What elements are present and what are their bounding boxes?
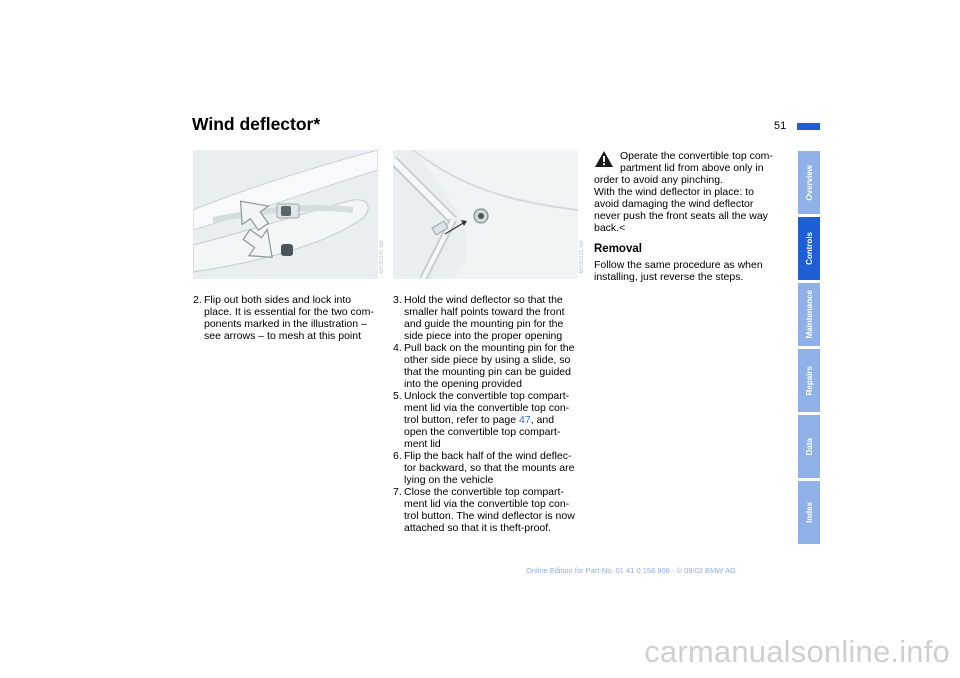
column-1-text <box>193 294 383 342</box>
step-number: 6. <box>393 450 402 462</box>
text-line: Operate the convertible top com- <box>620 150 773 162</box>
text-line: open the convertible top compart- <box>404 426 561 438</box>
footer-text: Online Edition for Part-No. 01 41 0 156 806 - © 09/02 BMW AG <box>526 566 736 575</box>
step-item <box>393 486 588 534</box>
page-number: 51 <box>774 120 787 132</box>
text-line: lying on the vehicle <box>404 474 494 486</box>
tab-index[interactable] <box>798 481 820 544</box>
step-number: 5. <box>393 390 402 402</box>
text-fragment: , and <box>530 414 555 426</box>
warning-text <box>594 150 784 234</box>
tab-controls[interactable] <box>798 217 820 280</box>
step-body <box>404 390 588 450</box>
tab-repairs[interactable] <box>798 349 820 412</box>
step-body <box>404 342 588 390</box>
step-item <box>393 390 588 450</box>
text-line: partment lid from above only in <box>620 162 764 174</box>
text-line: installing, just reverse the steps. <box>594 271 744 283</box>
text-line: With the wind deflector in place: to <box>594 186 754 198</box>
text-line: tor backward, so that the mounts are <box>404 462 575 474</box>
text-line: never push the front seats all the way <box>594 210 768 222</box>
text-line: and guide the mounting pin for the <box>404 318 564 330</box>
text-line: side piece into the proper opening <box>404 330 563 342</box>
tab-label: Controls <box>804 232 814 265</box>
text-line: attached so that it is theft-proof. <box>404 522 552 534</box>
tab-label: Maintenance <box>804 290 814 339</box>
column-2-text <box>393 294 588 534</box>
text-line: Flip out both sides and lock into <box>204 294 352 306</box>
removal-text <box>594 259 784 283</box>
text-line: ponents marked in the illustration – <box>204 318 367 330</box>
tab-maintenance[interactable] <box>798 283 820 346</box>
tab-label: Index <box>804 502 814 523</box>
text-fragment: trol button, refer to page <box>404 414 519 426</box>
text-line: order to avoid any pinching. <box>594 174 723 186</box>
step-body <box>404 294 588 342</box>
step-item <box>393 342 588 390</box>
step-body <box>204 294 383 342</box>
watermark: carmanualsonline.info <box>644 634 950 669</box>
step-item <box>393 450 588 486</box>
text-line: ment lid <box>404 438 441 450</box>
text-line: Follow the same procedure as when <box>594 259 763 271</box>
text-line: see arrows – to mesh at this point <box>204 330 361 342</box>
step-number: 4. <box>393 342 402 354</box>
step-item <box>193 294 383 342</box>
tab-label: Data <box>804 437 814 456</box>
figure-mounting-pin <box>393 150 578 279</box>
text-line: trol button. The wind deflector is now <box>404 510 575 522</box>
step-number: 3. <box>393 294 402 306</box>
step-body <box>404 450 588 486</box>
tab-overview[interactable] <box>798 151 820 214</box>
text-line: other side piece by using a slide, so <box>404 354 571 366</box>
text-line: Unlock the convertible top compart- <box>404 390 570 402</box>
section-tabs <box>798 151 820 544</box>
removal-heading: Removal <box>594 243 642 255</box>
step-body <box>404 486 588 534</box>
text-line: Pull back on the mounting pin for the <box>404 342 575 354</box>
warning-last-line: back.< <box>594 222 626 234</box>
text-line: Hold the wind deflector so that the <box>404 294 563 306</box>
text-line: into the opening provided <box>404 378 522 390</box>
step-item <box>393 294 588 342</box>
text-line-with-link <box>404 414 588 426</box>
text-line: Close the convertible top compart- <box>404 486 564 498</box>
step-number: 7. <box>393 486 402 498</box>
tab-label: Repairs <box>804 365 814 396</box>
page-reference-link[interactable]: 47 <box>519 414 531 426</box>
text-line: place. It is essential for the two com- <box>204 306 374 318</box>
page-title: Wind deflector* <box>192 114 321 134</box>
text-line: ment lid via the convertible top con- <box>404 402 570 414</box>
text-line: smaller half points toward the front <box>404 306 565 318</box>
text-line: that the mounting pin can be guided <box>404 366 571 378</box>
figure-code-left: MV05114C MA <box>379 240 385 274</box>
text-line: ment lid via the convertible top con- <box>404 498 570 510</box>
page-number-marker <box>797 123 820 130</box>
text-line: Flip the back half of the wind deflec- <box>404 450 572 462</box>
tab-data[interactable] <box>798 415 820 478</box>
text-line: avoid damaging the wind deflector <box>594 198 754 210</box>
step-number: 2. <box>193 294 202 306</box>
figure-code-right: MV05115C MA <box>579 240 585 274</box>
tab-label: Overview <box>804 164 814 201</box>
figure-wind-deflector-arrows <box>193 150 378 279</box>
